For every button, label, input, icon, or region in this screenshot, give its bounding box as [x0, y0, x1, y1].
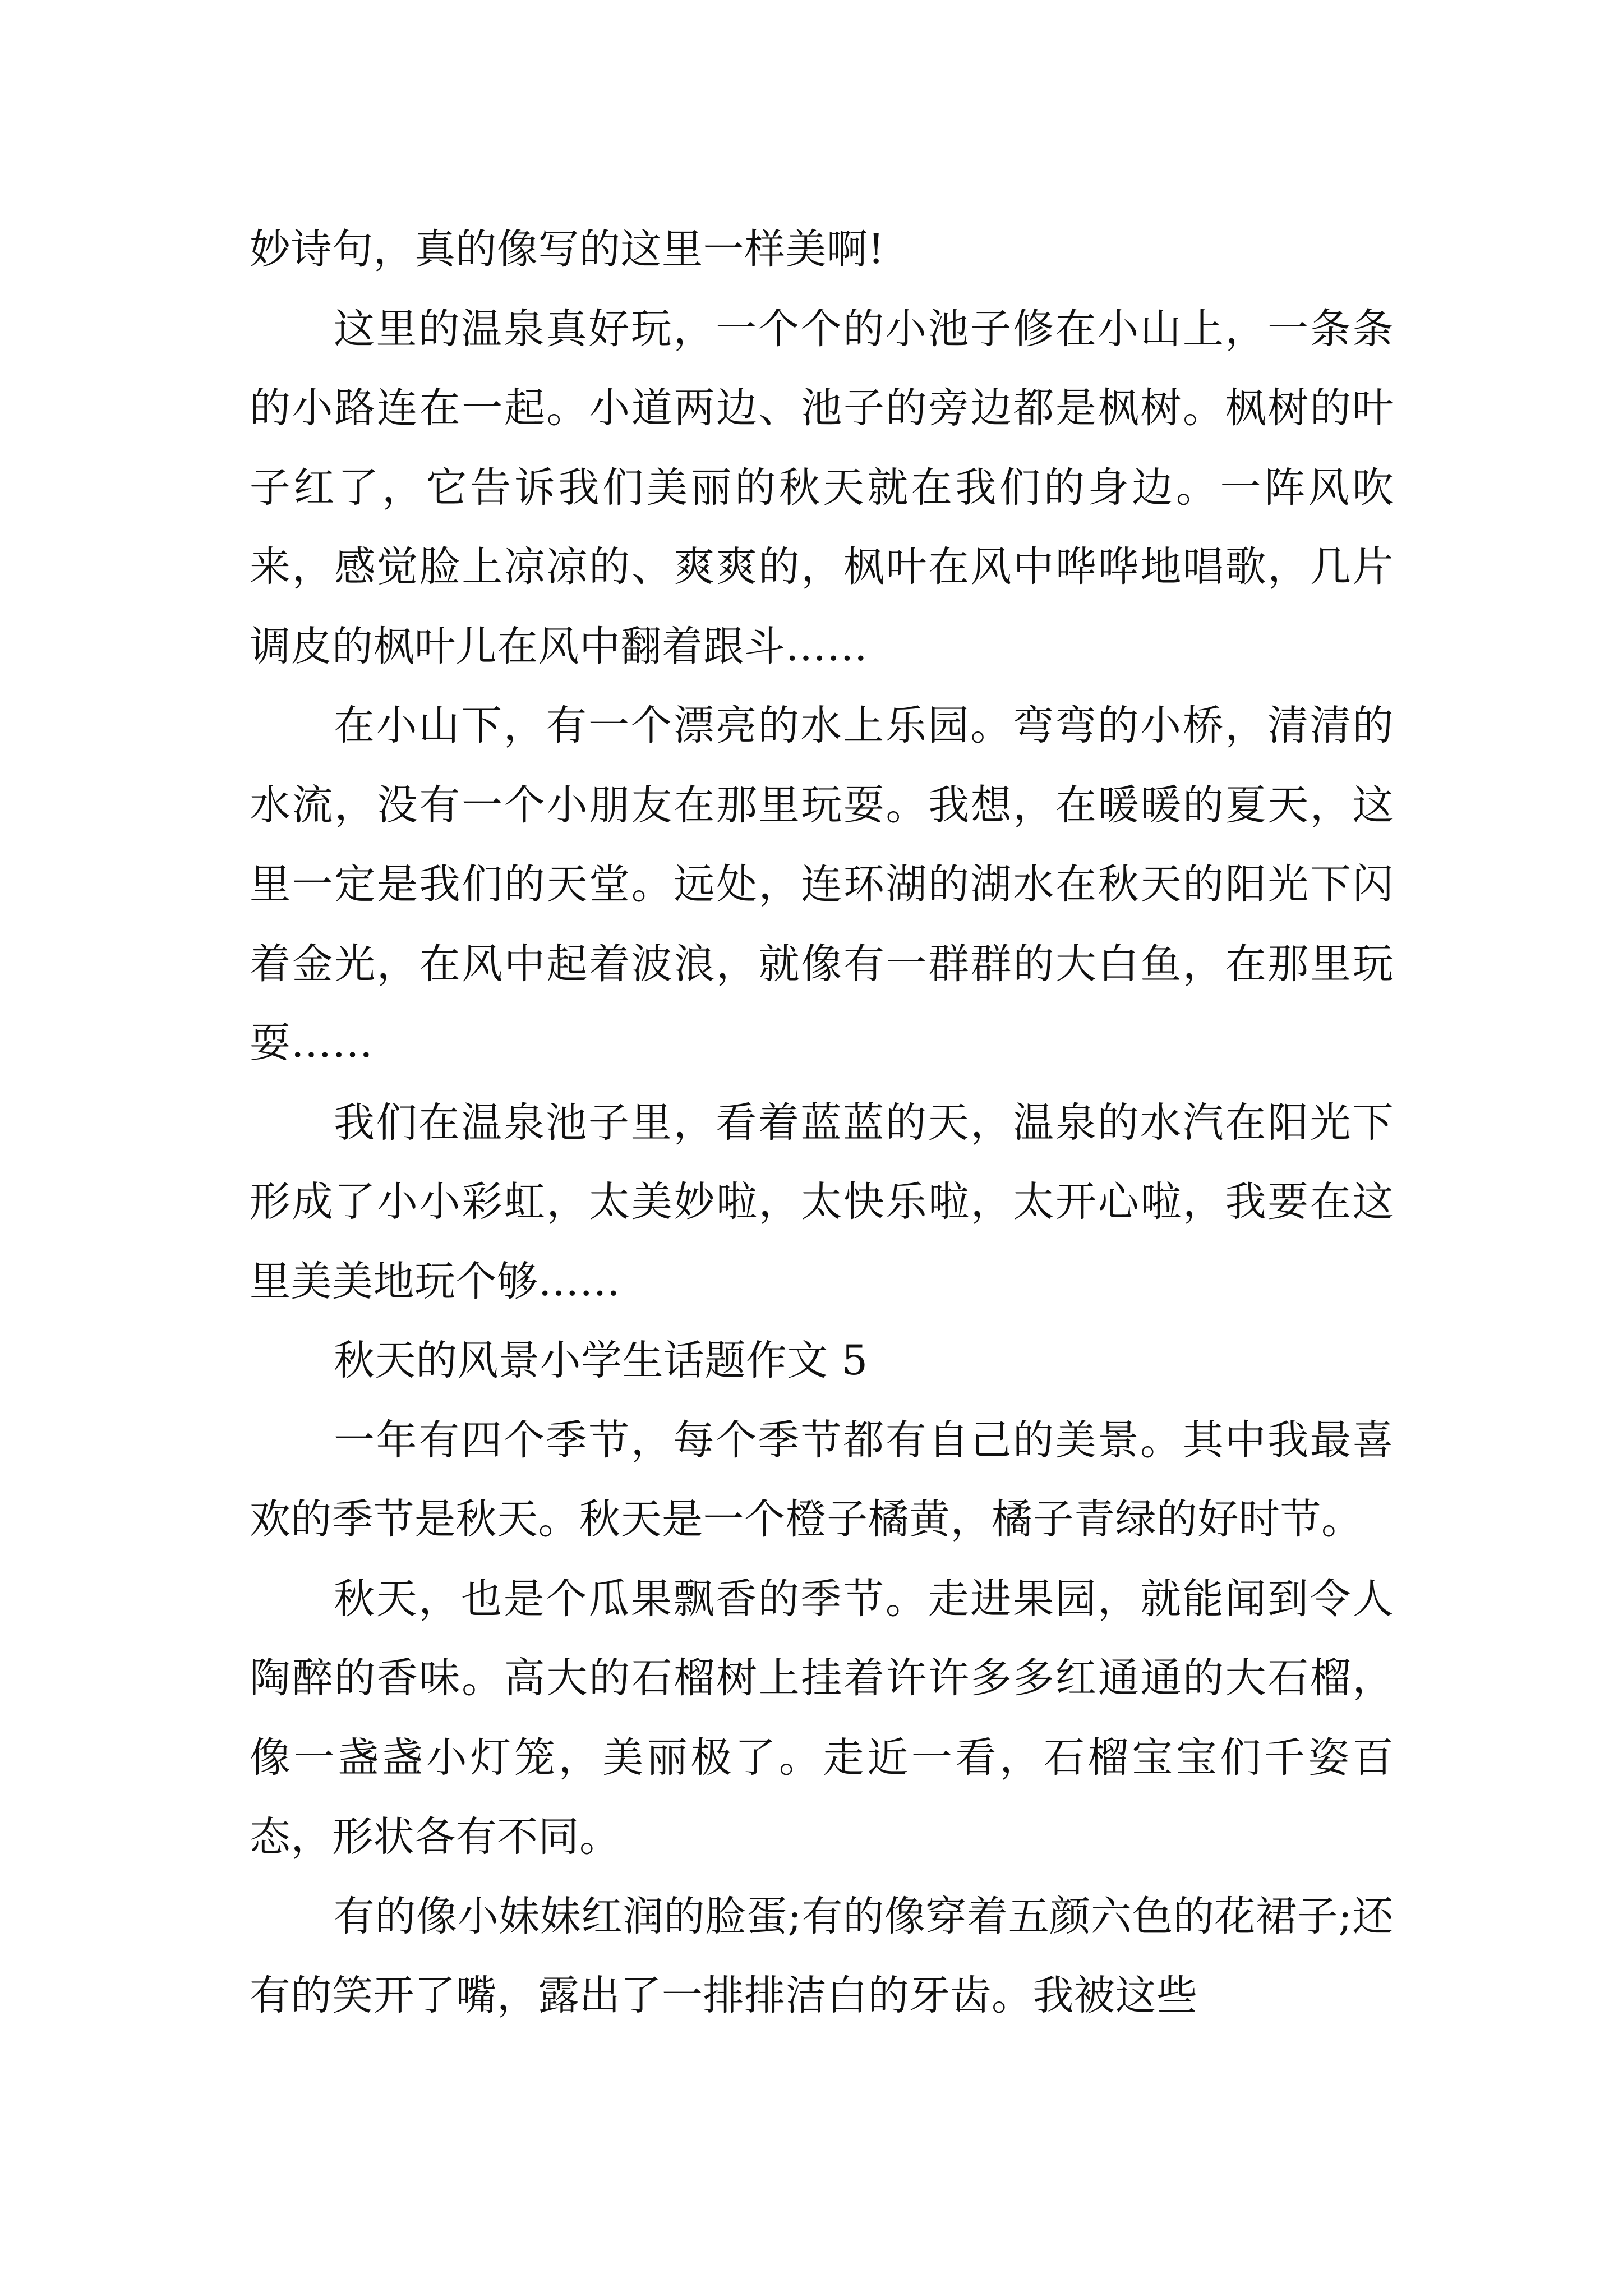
paragraph-four-seasons: 一年有四个季节，每个季节都有自己的美景。其中我最喜欢的季节是秋天。秋天是一个橙子橘黄，橘子青绿的好时节。	[250, 1416, 1394, 1543]
document-body	[250, 210, 1394, 2036]
paragraph-pomegranates: 有的像小妹妹红润的脸蛋;有的像穿着五颜六色的花裙子;还有的笑开了嘴，露出了一排排洁白的牙齿。我被这些	[250, 1892, 1394, 2019]
paragraph-hot-spring: 这里的温泉真好玩，一个个的小池子修在小山上，一条条的小路连在一起。小道两边、池子的旁边都是枫树。枫树的叶子红了，它告诉我们美丽的秋天就在我们的身边。一阵风吹来，感觉脸上凉凉的、爽爽的，枫叶在风中哗哗地唱歌，几片调皮的枫叶儿在风中翻着跟斗……	[250, 305, 1394, 670]
paragraph-orchard: 秋天，也是个瓜果飘香的季节。走进果园，就能闻到令人陶醉的香味。高大的石榴树上挂着许许多多红通通的大石榴，像一盏盏小灯笼，美丽极了。走近一看，石榴宝宝们千姿百态，形状各有不同。	[250, 1575, 1394, 1861]
paragraph-water-park: 在小山下，有一个漂亮的水上乐园。弯弯的小桥，清清的水流，没有一个小朋友在那里玩耍。我想，在暖暖的夏天，这里一定是我们的天堂。远处，连环湖的湖水在秋天的阳光下闪着金光，在风中起着波浪，就像有一群群的大白鱼，在那里玩耍……	[250, 702, 1394, 1067]
paragraph-rainbow: 我们在温泉池子里，看着蓝蓝的天，温泉的水汽在阳光下形成了小小彩虹，太美妙啦，太快乐啦，太开心啦，我要在这里美美地玩个够……	[250, 1098, 1394, 1305]
paragraph-continuation: 妙诗句，真的像写的这里一样美啊!	[250, 226, 885, 273]
essay-title: 秋天的风景小学生话题作文 5	[334, 1337, 868, 1384]
